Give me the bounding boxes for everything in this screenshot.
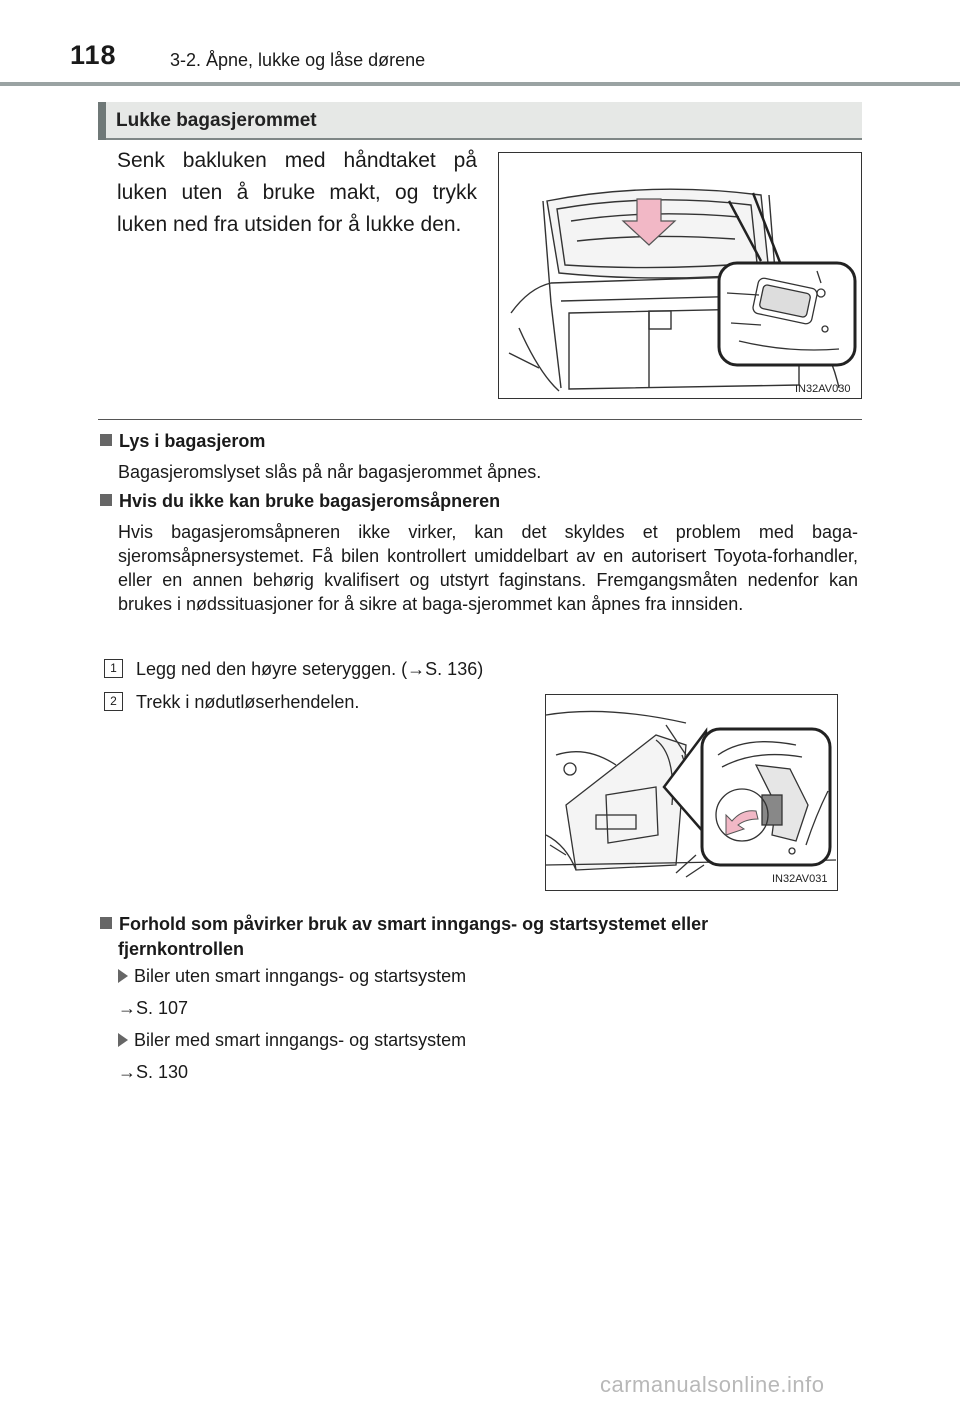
step-number-1: 1 xyxy=(104,659,123,678)
figure-code-1: IN32AV030 xyxy=(795,383,851,395)
page-reference-link[interactable]: →S. 107 xyxy=(118,998,189,1018)
condition-label: Biler uten smart inngangs- og startsystem xyxy=(134,966,467,986)
page-number: 118 xyxy=(70,40,117,70)
chapter-title: 3-2. Åpne, lukke og låse dørene xyxy=(170,50,426,70)
condition-item-2 xyxy=(118,1030,466,1051)
section-title: Lukke bagasjerommet xyxy=(116,110,317,131)
square-bullet-icon xyxy=(100,434,112,446)
section-divider xyxy=(98,419,862,420)
note-heading-text: Hvis du ikke kan bruke bagasjeromsåpneren xyxy=(119,491,501,511)
step-text-1: Legg ned den høyre seteryggen. (→S. 136) xyxy=(136,659,484,679)
trunk-drawing xyxy=(499,153,861,398)
figure-code-2: IN32AV031 xyxy=(772,873,828,885)
triangle-bullet-icon xyxy=(118,969,128,983)
condition-item-1 xyxy=(118,966,466,987)
note-body-trunk-light: Bagasjeromslyset slås på når bagasjerommet åpnes. xyxy=(118,462,542,482)
cabin-drawing xyxy=(546,695,837,890)
note-heading-opener xyxy=(100,491,500,512)
section-heading-bar xyxy=(98,102,862,140)
square-bullet-icon xyxy=(100,917,112,929)
trunk-close-illustration xyxy=(498,152,862,399)
triangle-bullet-icon xyxy=(118,1033,128,1047)
square-bullet-icon xyxy=(100,494,112,506)
note-heading-trunk-light xyxy=(100,431,265,452)
release-lever-illustration xyxy=(545,694,838,891)
condition-label: Biler med smart inngangs- og startsystem xyxy=(134,1030,467,1050)
conditions-heading xyxy=(100,912,862,962)
watermark: carmanualsonline.info xyxy=(600,1372,825,1397)
step-text-2: Trekk i nødutløserhendelen. xyxy=(136,692,360,712)
page-reference-link[interactable]: →S. 130 xyxy=(118,1062,189,1082)
step-number-2: 2 xyxy=(104,692,123,711)
note-heading-text: Lys i bagasjerom xyxy=(119,431,266,451)
section-accent xyxy=(98,102,106,140)
conditions-heading-line2: fjernkontrollen xyxy=(118,939,245,959)
header-divider xyxy=(0,82,960,86)
conditions-heading-line1: Forhold som påvirker bruk av smart inngangs- og startsystemet eller xyxy=(119,914,709,934)
lead-paragraph: Senk bakluken med håndtaket på luken uten å bruke makt, og trykk luken ned fra utsiden for å lukke den. xyxy=(117,149,477,236)
note-body-opener: Hvis bagasjeromsåpneren ikke virker, kan det skyldes et problem med baga-sjeromsåpnersystemet. Få bilen kontrollert umiddelbart av en autorisert Toyota-forhandler, eller en annen behørig kvalifisert og utstyrt faginstans. Fremgangsmåten nedenfor kan brukes i nødssituasjoner for å sikre at baga-sjerommet kan åpnes fra innsiden. xyxy=(118,522,858,614)
